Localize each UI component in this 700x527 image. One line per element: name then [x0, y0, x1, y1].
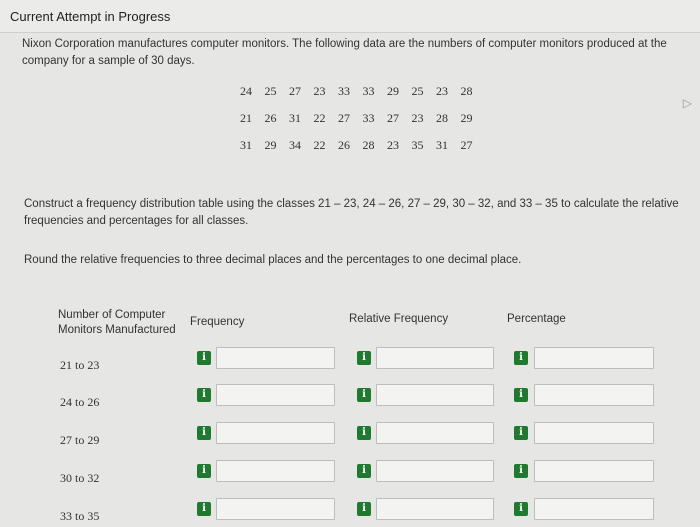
data-value: 22 [313, 111, 326, 125]
frequency-input[interactable] [216, 422, 335, 444]
data-value: 25 [411, 84, 424, 98]
data-value: 29 [264, 138, 277, 152]
column-header-percentage: Percentage [507, 313, 566, 325]
data-value: 31 [436, 138, 448, 152]
info-icon[interactable]: i [197, 388, 211, 402]
data-value: 26 [264, 111, 277, 125]
data-value: 33 [338, 84, 350, 98]
data-value: 33 [362, 111, 375, 125]
data-value: 27 [338, 111, 350, 125]
data-value: 29 [460, 111, 473, 125]
class-label: 33 to 35 [60, 509, 100, 523]
relative-input[interactable] [376, 384, 494, 406]
data-value: 27 [387, 111, 399, 125]
percentage-input[interactable] [534, 498, 654, 520]
frequency-input[interactable] [216, 384, 335, 406]
info-icon[interactable]: i [197, 426, 211, 440]
percentage-input[interactable] [534, 384, 654, 406]
info-icon[interactable]: i [514, 388, 528, 402]
header-divider [0, 32, 700, 33]
percentage-input[interactable] [534, 422, 654, 444]
column-header-classes: Number of Computer Monitors Manufactured [58, 309, 176, 336]
relative-input[interactable] [376, 460, 494, 482]
relative-input[interactable] [376, 498, 494, 520]
data-value: 21 [240, 111, 252, 125]
info-icon[interactable]: i [514, 502, 528, 516]
data-value: 28 [460, 84, 473, 98]
data-value: 23 [436, 84, 448, 98]
info-icon[interactable]: i [514, 351, 528, 365]
data-value: 24 [240, 84, 252, 98]
data-value: 27 [289, 84, 301, 98]
problem-intro: Nixon Corporation manufactures computer monitors. The following data are the numbers of computer monitors produced at the company for a sample of 30 days. [22, 38, 667, 67]
info-icon[interactable]: i [357, 426, 371, 440]
data-value: 25 [264, 84, 277, 98]
page-title: Current Attempt in Progress [10, 9, 171, 24]
frequency-input[interactable] [216, 347, 335, 369]
info-icon[interactable]: i [357, 388, 371, 402]
info-icon[interactable]: i [357, 351, 371, 365]
class-label: 27 to 29 [60, 433, 100, 447]
data-value: 23 [387, 138, 399, 152]
instruction-text: Construct a frequency distribution table using the classes 21 – 23, 24 – 26, 27 – 29, 30 – 32, and 33 – 35 to calculate the relative frequencies and percentages for all classes. [24, 198, 679, 227]
info-icon[interactable]: i [357, 464, 371, 478]
data-value: 34 [289, 138, 301, 152]
info-icon[interactable]: i [514, 464, 528, 478]
class-label: 30 to 32 [60, 471, 100, 485]
relative-input[interactable] [376, 347, 494, 369]
class-label: 24 to 26 [60, 395, 100, 409]
data-value: 33 [362, 84, 375, 98]
column-header-relative: Relative Frequency [349, 313, 449, 325]
percentage-input[interactable] [534, 460, 654, 482]
data-row [240, 138, 485, 153]
relative-input[interactable] [376, 422, 494, 444]
data-value: 35 [411, 138, 424, 152]
info-icon[interactable]: i [357, 502, 371, 516]
percentage-input[interactable] [534, 347, 654, 369]
frequency-input[interactable] [216, 498, 335, 520]
data-value: 26 [338, 138, 350, 152]
data-row [240, 84, 485, 99]
class-label: 21 to 23 [60, 358, 100, 372]
data-value: 28 [362, 138, 375, 152]
info-icon[interactable]: i [514, 426, 528, 440]
data-value: 23 [313, 84, 326, 98]
info-icon[interactable]: i [197, 502, 211, 516]
data-row [240, 111, 485, 126]
info-icon[interactable]: i [197, 464, 211, 478]
data-value: 27 [460, 138, 473, 152]
rounding-text: Round the relative frequencies to three decimal places and the percentages to one decimal place. [24, 254, 522, 266]
data-value: 31 [240, 138, 252, 152]
data-value: 29 [387, 84, 399, 98]
data-value: 23 [411, 111, 424, 125]
cursor-icon: ▷ [682, 96, 692, 110]
page-header [0, 0, 700, 32]
data-value: 31 [289, 111, 301, 125]
column-header-frequency: Frequency [190, 316, 245, 328]
data-value: 28 [436, 111, 448, 125]
frequency-input[interactable] [216, 460, 335, 482]
data-value: 22 [313, 138, 326, 152]
info-icon[interactable]: i [197, 351, 211, 365]
